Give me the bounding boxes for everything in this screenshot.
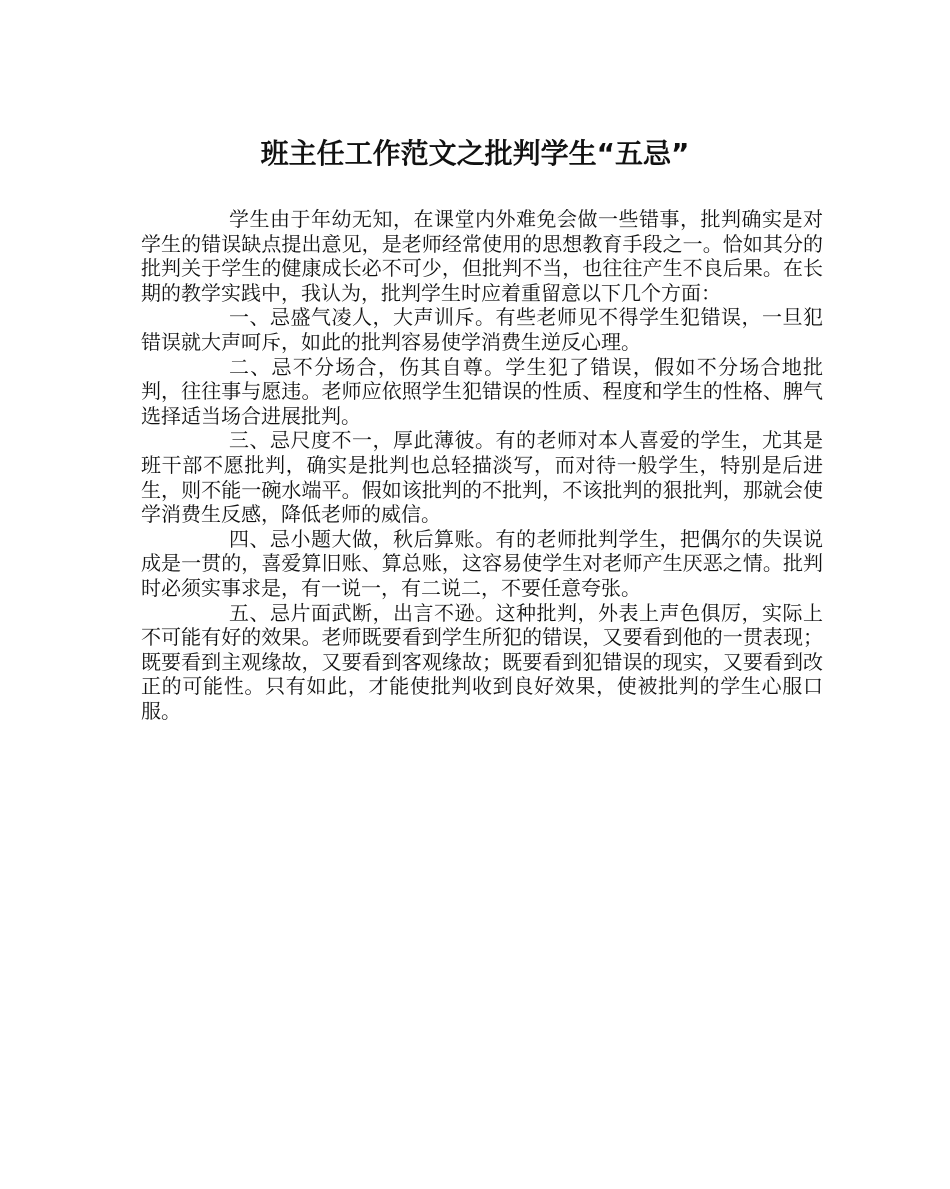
page-title: 班主任工作范文之批判学生“五忌” bbox=[260, 137, 690, 170]
paragraph-point-5: 五、忌片面武断，出言不逊。这种批判，外表上声色俱厉，实际上不可能有好的效果。老师既要看到学生所犯的错误，又要看到他的一贯表现；既要看到主观缘故，又要看到客观缘故；既要看到犯错误的现实，又要看到改正的可能性。只有如此，才能使批判收到良好效果，使被批判的学生心服口服。 bbox=[141, 600, 823, 723]
paragraph-point-3: 三、忌尺度不一，厚此薄彼。有的老师对本人喜爱的学生，尤其是班干部不愿批判，确实是批判也总轻描淡写，而对待一般学生，特别是后进生，则不能一碗水端平。假如该批判的不批判，不该批判的狠批判，那就会使学消费生反感，降低老师的威信。 bbox=[141, 428, 823, 527]
paragraph-intro: 学生由于年幼无知，在课堂内外难免会做一些错事，批判确实是对学生的错误缺点提出意见，是老师经常使用的思想教育手段之一。恰如其分的批判关于学生的健康成长必不可少，但批判不当，也往往产生不良后果。在长期的教学实践中，我认为，批判学生时应着重留意以下几个方面： bbox=[141, 207, 823, 305]
paragraph-point-4: 四、忌小题大做，秋后算账。有的老师批判学生，把偶尔的失误说成是一贯的，喜爱算旧账、算总账，这容易使学生对老师产生厌恶之情。批判时必须实事求是，有一说一，有二说二，不要任意夸张。 bbox=[141, 526, 823, 600]
paragraph-point-1: 一、忌盛气凌人，大声训斥。有些老师见不得学生犯错误，一旦犯错误就大声呵斥，如此的批判容易使学消费生逆反心理。 bbox=[141, 305, 823, 354]
document-body bbox=[141, 207, 823, 723]
paragraph-point-2: 二、忌不分场合，伤其自尊。学生犯了错误，假如不分场合地批判，往往事与愿违。老师应依照学生犯错误的性质、程度和学生的性格、脾气选择适当场合进展批判。 bbox=[141, 354, 823, 428]
